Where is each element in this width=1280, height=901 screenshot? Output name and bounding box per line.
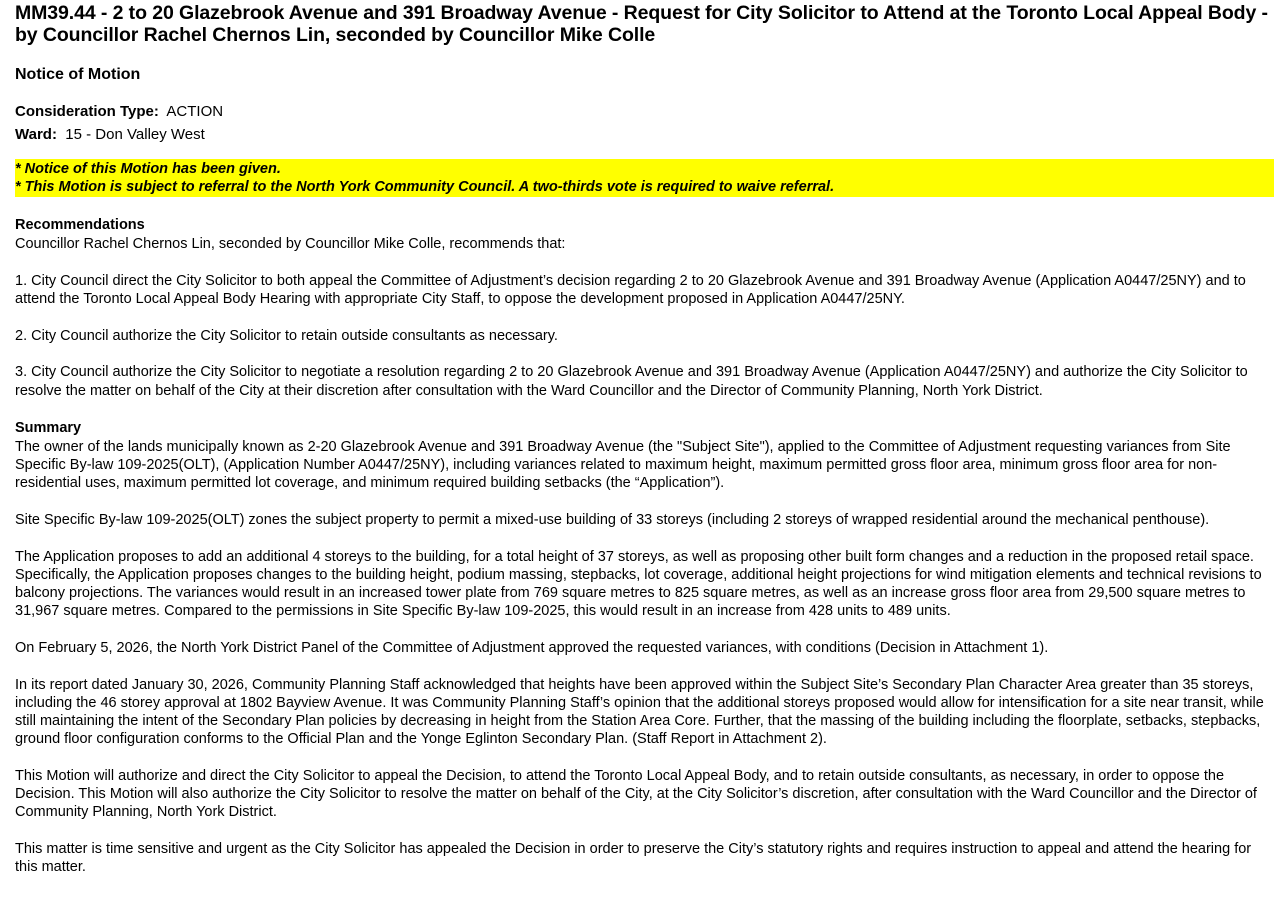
summary-paragraph: This Motion will authorize and direct the City Solicitor to appeal the Decision, to attend the Toronto Local Appeal Body, and to retain outside consultants, as necessary, in order to oppose the Decision. This Motion will also authorize the City Solicitor to resolve the matter on behalf of the City, at the City Solicitor’s discretion, after consultation with the Ward Councillor and the Director of Community Planning, North York District. [15, 767, 1257, 821]
recommendations-heading: Recommendations [15, 217, 145, 233]
notice-banner [15, 159, 1274, 197]
summary-paragraph: The owner of the lands municipally known as 2-20 Glazebrook Avenue and 391 Broadway Avenue (the "Subject Site"), applied to the Committee of Adjustment requesting variances from Site Specific By-law 109-2025(OLT), (Application Number A0447/25NY), including variances related to maximum height, maximum permitted gross floor area, minimum gross floor area for non-residential uses, maximum permitted lot coverage, and minimum required building setbacks (the “Application”). [15, 438, 1231, 492]
ward-value: 15 - Don Valley West [65, 126, 205, 143]
consideration-type-row [15, 100, 1274, 123]
summary-paragraph: On February 5, 2026, the North York District Panel of the Committee of Adjustment approved the requested variances, with conditions (Decision in Attachment 1). [15, 639, 1049, 656]
item-metadata [15, 100, 1274, 146]
summary-heading: Summary [15, 419, 82, 436]
notice-line-referral: * This Motion is subject to referral to the North York Community Council. A two-thirds vote is required to waive referral. [15, 179, 835, 195]
motion-document [0, 2, 1280, 876]
page-title: MM39.44 - 2 to 20 Glazebrook Avenue and 391 Broadway Avenue - Request for City Solicitor to Attend at the Toronto Local Appeal Body - by Councillor Rachel Chernos Lin, seconded by Councillor Mike Colle [15, 2, 1268, 46]
item-type-heading: Notice of Motion [15, 66, 141, 83]
ward-row [15, 123, 1274, 146]
summary-paragraph: In its report dated January 30, 2026, Community Planning Staff acknowledged that heights have been approved within the Subject Site’s Secondary Plan Character Area greater than 35 storeys, including the 46 storey approval at 1802 Bayview Avenue. It was Community Planning Staff’s opinion that the additional storeys proposed would allow for intensification for a site near transit, while still maintaining the intent of the Secondary Plan policies by decreasing in height from the Station Area Core. Further, that the massing of the building including the floorplate, setbacks, stepbacks, ground floor configuration conforms to the Official Plan and the Yonge Eglinton Secondary Plan. (Staff Report in Attachment 2). [15, 676, 1264, 748]
recommendations-intro: Councillor Rachel Chernos Lin, seconded by Councillor Mike Colle, recommends that: [15, 236, 566, 252]
consideration-type-label: Consideration Type: [15, 103, 159, 120]
recommendation-item: 1. City Council direct the City Solicitor to both appeal the Committee of Adjustment’s decision regarding 2 to 20 Glazebrook Avenue and 391 Broadway Avenue (Application A0447/25NY) and to attend the Toronto Local Appeal Body Hearing with appropriate City Staff, to oppose the development proposed in Application A0447/25NY. [15, 272, 1246, 307]
summary-paragraph: This matter is time sensitive and urgent as the City Solicitor has appealed the Decision in order to preserve the City’s statutory rights and requires instruction to appeal and attend the hearing for this matter. [15, 840, 1252, 876]
consideration-type-value: ACTION [166, 103, 224, 120]
ward-label: Ward: [15, 126, 57, 143]
recommendation-item: 3. City Council authorize the City Solicitor to negotiate a resolution regarding 2 to 20 Glazebrook Avenue and 391 Broadway Avenue (Application A0447/25NY) and authorize the City Solicitor to resolve the matter on behalf of the City at their discretion after consultation with the Ward Councillor and the Director of Community Planning, North York District. [15, 364, 1248, 399]
summary-paragraph: Site Specific By-law 109-2025(OLT) zones the subject property to permit a mixed-use building of 33 storeys (including 2 storeys of wrapped residential around the mechanical penthouse). [15, 511, 1210, 528]
recommendation-item: 2. City Council authorize the City Solicitor to retain outside consultants as necessary. [15, 327, 558, 344]
summary-paragraph: The Application proposes to add an additional 4 storeys to the building, for a total height of 37 storeys, as well as proposing other built form changes and a reduction in the proposed retail space. Specifically, the Application proposes changes to the building height, podium massing, stepbacks, lot coverage, additional height projections for wind mitigation elements and technical revisions to balcony projections. The variances would result in an increased tower plate from 769 square metres to 825 square metres, as well as an increase gross floor area from 29,500 square metres to 31,967 square metres. Compared to the permissions in Site Specific By-law 109-2025, this would result in an increase from 428 units to 489 units. [15, 548, 1262, 620]
notice-line-given: * Notice of this Motion has been given. [15, 161, 281, 177]
